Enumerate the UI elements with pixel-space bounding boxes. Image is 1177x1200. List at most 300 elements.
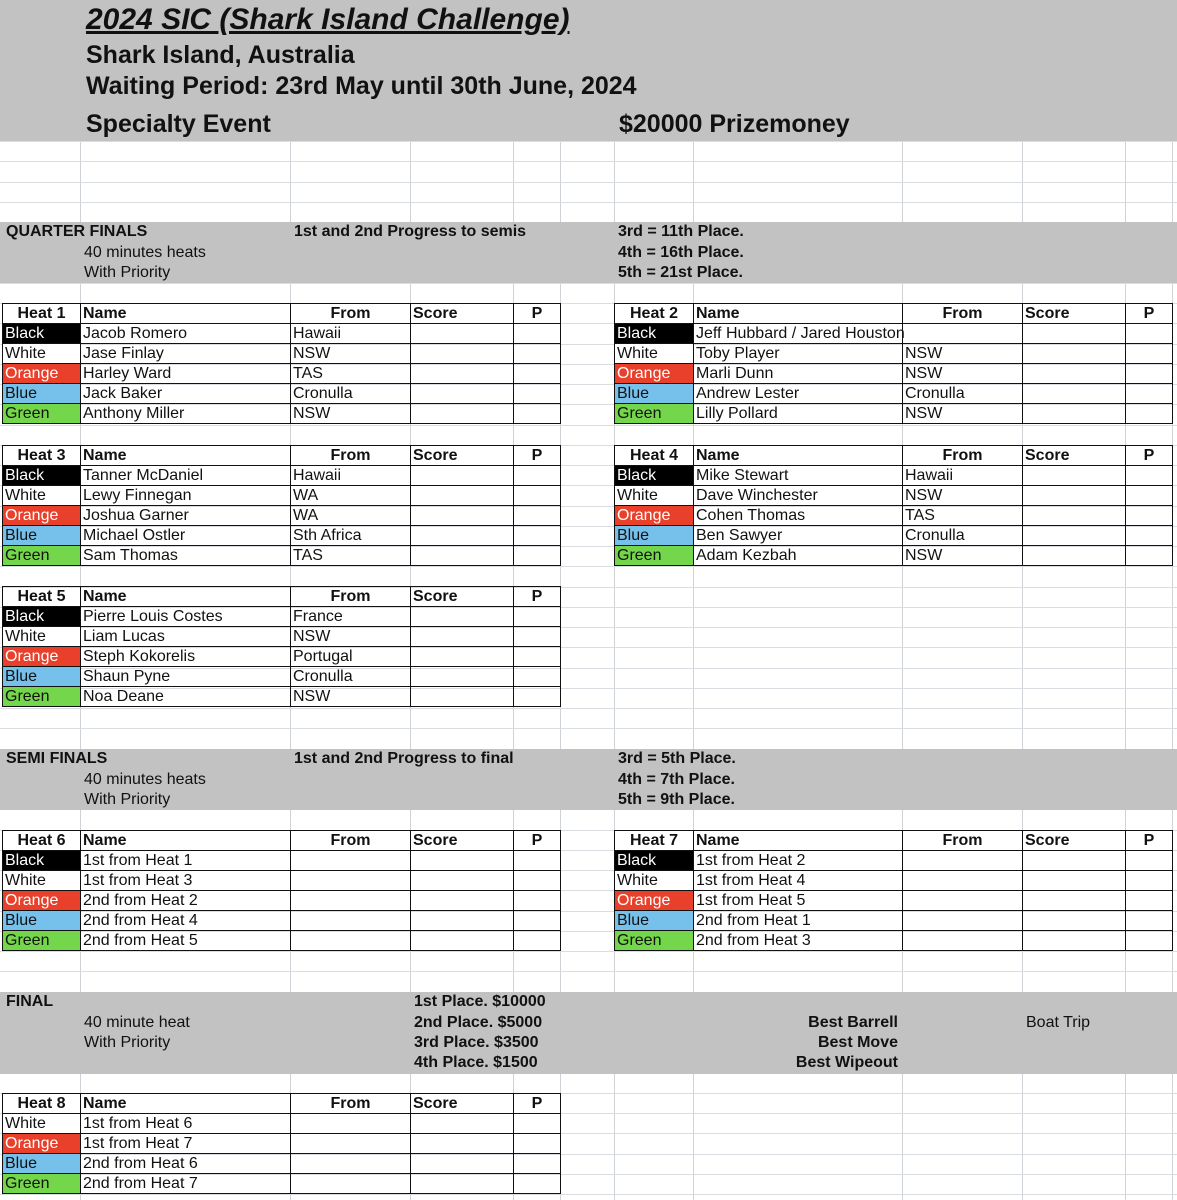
placing-cell[interactable]: [1126, 526, 1173, 546]
surfer-name[interactable]: Lilly Pollard: [694, 404, 903, 424]
table-row: [3, 1134, 561, 1154]
semi-finals-priority: With Priority: [84, 791, 171, 808]
final-prize: 4th Place. $1500: [414, 1054, 538, 1071]
surfer-from[interactable]: [291, 1154, 411, 1174]
score-cell[interactable]: [1023, 344, 1126, 364]
heat-table: [2, 830, 561, 951]
score-cell[interactable]: [1023, 851, 1126, 871]
table-row: [615, 344, 1173, 364]
surfer-name[interactable]: Marli Dunn: [694, 364, 903, 384]
gridline: [0, 182, 1177, 183]
surfer-name[interactable]: Pierre Louis Costes: [81, 607, 291, 627]
surfer-from[interactable]: Cronulla: [291, 384, 411, 404]
placing-cell[interactable]: [514, 344, 561, 364]
jersey-color-blue: Blue: [3, 526, 81, 546]
jersey-color-blue: Blue: [615, 526, 694, 546]
surfer-from[interactable]: TAS: [903, 506, 1023, 526]
placing-cell[interactable]: [514, 1154, 561, 1174]
table-row: [3, 1174, 561, 1194]
surfer-name[interactable]: Joshua Garner: [81, 506, 291, 526]
score-cell[interactable]: [411, 607, 514, 627]
jersey-color-black: Black: [615, 851, 694, 871]
gridline: [0, 708, 1177, 709]
column-header-score: Score: [411, 446, 514, 466]
placing-cell[interactable]: [514, 526, 561, 546]
placing-cell[interactable]: [1126, 466, 1173, 486]
score-cell[interactable]: [411, 1154, 514, 1174]
table-row: [615, 851, 1173, 871]
table-row: [3, 1114, 561, 1134]
column-header-from: From: [291, 446, 411, 466]
final-band: [0, 992, 1177, 1074]
score-cell[interactable]: [411, 687, 514, 707]
surfer-from[interactable]: [291, 871, 411, 891]
column-header-p: P: [1126, 304, 1173, 324]
column-header-name: Name: [81, 304, 291, 324]
surfer-from[interactable]: NSW: [291, 687, 411, 707]
placing-cell[interactable]: [1126, 931, 1173, 951]
placing-cell[interactable]: [1126, 871, 1173, 891]
surfer-name[interactable]: Liam Lucas: [81, 627, 291, 647]
column-header-score: Score: [1023, 446, 1126, 466]
quarter-finals-progress: 1st and 2nd Progress to semis: [294, 223, 527, 240]
column-header-from: From: [291, 831, 411, 851]
surfer-name[interactable]: 2nd from Heat 6: [81, 1154, 291, 1174]
column-header-name: Name: [81, 446, 291, 466]
score-cell[interactable]: [411, 364, 514, 384]
placing-cell[interactable]: [514, 546, 561, 566]
semi-finals-progress: 1st and 2nd Progress to final: [294, 750, 514, 767]
score-cell[interactable]: [1023, 404, 1126, 424]
surfer-from[interactable]: [291, 851, 411, 871]
surfer-from[interactable]: Sth Africa: [291, 526, 411, 546]
heat-label: Heat 3: [3, 446, 81, 466]
table-row: [615, 324, 1173, 344]
surfer-from[interactable]: Cronulla: [903, 526, 1023, 546]
heat-table: [2, 303, 561, 424]
table-row: [3, 404, 561, 424]
final-priority: With Priority: [84, 1034, 171, 1051]
jersey-color-white: White: [615, 344, 694, 364]
placing-cell[interactable]: [514, 687, 561, 707]
jersey-color-green: Green: [615, 546, 694, 566]
waiting-period: Waiting Period: 23rd May until 30th June, 2024: [86, 72, 637, 100]
jersey-color-orange: Orange: [3, 647, 81, 667]
placing-cell[interactable]: [514, 627, 561, 647]
jersey-color-blue: Blue: [3, 1154, 81, 1174]
table-row: [3, 486, 561, 506]
column-header-p: P: [514, 446, 561, 466]
placing-cell[interactable]: [514, 404, 561, 424]
table-row: [3, 344, 561, 364]
score-cell[interactable]: [411, 1114, 514, 1134]
surfer-name[interactable]: 1st from Heat 3: [81, 871, 291, 891]
score-cell[interactable]: [1023, 324, 1126, 344]
semi-finals-place: 4th = 7th Place.: [618, 771, 735, 788]
surfer-name[interactable]: 2nd from Heat 2: [81, 891, 291, 911]
table-row: [3, 627, 561, 647]
score-cell[interactable]: [411, 1174, 514, 1194]
surfer-name[interactable]: Jase Finlay: [81, 344, 291, 364]
score-cell[interactable]: [1023, 486, 1126, 506]
surfer-from[interactable]: [903, 871, 1023, 891]
surfer-from[interactable]: NSW: [291, 404, 411, 424]
column-header-name: Name: [81, 831, 291, 851]
jersey-color-blue: Blue: [3, 667, 81, 687]
heat-table: [2, 1093, 561, 1194]
gridline: [0, 425, 1177, 426]
column-header-name: Name: [81, 587, 291, 607]
placing-cell[interactable]: [514, 1114, 561, 1134]
column-header-p: P: [514, 831, 561, 851]
surfer-name[interactable]: Anthony Miller: [81, 404, 291, 424]
surfer-name[interactable]: 1st from Heat 5: [694, 891, 903, 911]
heat-label: Heat 5: [3, 587, 81, 607]
jersey-color-black: Black: [615, 324, 694, 344]
heat-label: Heat 7: [615, 831, 694, 851]
jersey-color-green: Green: [615, 404, 694, 424]
jersey-color-orange: Orange: [3, 364, 81, 384]
placing-cell[interactable]: [514, 891, 561, 911]
table-row: [3, 324, 561, 344]
jersey-color-white: White: [615, 486, 694, 506]
surfer-from[interactable]: NSW: [903, 344, 1023, 364]
placing-cell[interactable]: [514, 667, 561, 687]
jersey-color-green: Green: [615, 931, 694, 951]
jersey-color-blue: Blue: [3, 384, 81, 404]
semi-finals-title: SEMI FINALS: [6, 750, 108, 767]
table-row: [3, 871, 561, 891]
table-row: [615, 486, 1173, 506]
surfer-from[interactable]: TAS: [291, 546, 411, 566]
surfer-name[interactable]: Jeff Hubbard / Jared Houston: [694, 324, 903, 344]
score-cell[interactable]: [1023, 546, 1126, 566]
placing-cell[interactable]: [1126, 486, 1173, 506]
column-header-score: Score: [411, 304, 514, 324]
gridline: [0, 728, 1177, 729]
table-row: [615, 546, 1173, 566]
surfer-name[interactable]: 2nd from Heat 1: [694, 911, 903, 931]
quarter-finals-place: 3rd = 11th Place.: [618, 223, 744, 240]
column-header-p: P: [514, 587, 561, 607]
column-header-name: Name: [81, 1094, 291, 1114]
award-best-wipeout: Best Wipeout: [795, 1054, 898, 1071]
surfer-from[interactable]: NSW: [291, 627, 411, 647]
surfer-name[interactable]: Lewy Finnegan: [81, 486, 291, 506]
jersey-color-white: White: [3, 1114, 81, 1134]
score-cell[interactable]: [1023, 466, 1126, 486]
table-row: [3, 1154, 561, 1174]
jersey-color-black: Black: [3, 466, 81, 486]
surfer-name[interactable]: Mike Stewart: [694, 466, 903, 486]
heat-table: [614, 303, 1173, 424]
placing-cell[interactable]: [514, 324, 561, 344]
placing-cell[interactable]: [514, 1134, 561, 1154]
score-cell[interactable]: [411, 871, 514, 891]
surfer-from[interactable]: [291, 931, 411, 951]
column-header-score: Score: [411, 831, 514, 851]
jersey-color-orange: Orange: [3, 891, 81, 911]
surfer-name[interactable]: 2nd from Heat 7: [81, 1174, 291, 1194]
surfer-from[interactable]: NSW: [903, 546, 1023, 566]
placing-cell[interactable]: [1126, 506, 1173, 526]
placing-cell[interactable]: [1126, 891, 1173, 911]
surfer-from[interactable]: NSW: [903, 404, 1023, 424]
jersey-color-orange: Orange: [3, 506, 81, 526]
score-cell[interactable]: [411, 384, 514, 404]
jersey-color-blue: Blue: [3, 911, 81, 931]
surfer-from[interactable]: [291, 1174, 411, 1194]
column-header-p: P: [514, 304, 561, 324]
heat-table: [614, 830, 1173, 951]
quarter-finals-title: QUARTER FINALS: [6, 223, 148, 240]
surfer-name[interactable]: Andrew Lester: [694, 384, 903, 404]
surfer-name[interactable]: 2nd from Heat 3: [694, 931, 903, 951]
jersey-color-black: Black: [615, 466, 694, 486]
surfer-from[interactable]: Hawaii: [903, 466, 1023, 486]
table-row: [3, 526, 561, 546]
placing-cell[interactable]: [514, 647, 561, 667]
gridline: [0, 161, 1177, 162]
table-row: [615, 506, 1173, 526]
jersey-color-black: Black: [3, 607, 81, 627]
placing-cell[interactable]: [514, 466, 561, 486]
score-cell[interactable]: [411, 506, 514, 526]
table-row: [3, 546, 561, 566]
table-row: [3, 667, 561, 687]
surfer-name[interactable]: Ben Sawyer: [694, 526, 903, 546]
table-row: [3, 364, 561, 384]
score-cell[interactable]: [411, 911, 514, 931]
placing-cell[interactable]: [514, 1174, 561, 1194]
surfer-from[interactable]: Cronulla: [291, 667, 411, 687]
gridline: [0, 283, 1177, 284]
table-row: [3, 911, 561, 931]
column-header-from: From: [291, 1094, 411, 1114]
placing-cell[interactable]: [1126, 404, 1173, 424]
surfer-name[interactable]: Noa Deane: [81, 687, 291, 707]
jersey-color-orange: Orange: [3, 1134, 81, 1154]
jersey-color-green: Green: [3, 1174, 81, 1194]
placing-cell[interactable]: [514, 931, 561, 951]
final-title: FINAL: [6, 993, 54, 1010]
surfer-from[interactable]: Hawaii: [291, 324, 411, 344]
surfer-name[interactable]: 1st from Heat 6: [81, 1114, 291, 1134]
jersey-color-blue: Blue: [615, 911, 694, 931]
column-header-from: From: [291, 304, 411, 324]
score-cell[interactable]: [411, 931, 514, 951]
score-cell[interactable]: [411, 404, 514, 424]
surfer-from[interactable]: [291, 911, 411, 931]
surfer-from[interactable]: France: [291, 607, 411, 627]
surfer-from[interactable]: Hawaii: [291, 466, 411, 486]
column-header-p: P: [1126, 446, 1173, 466]
placing-cell[interactable]: [1126, 384, 1173, 404]
heat-label: Heat 8: [3, 1094, 81, 1114]
event-type: Specialty Event: [86, 110, 271, 138]
jersey-color-white: White: [3, 344, 81, 364]
column-header-from: From: [291, 587, 411, 607]
table-row: [615, 911, 1173, 931]
quarter-finals-place: 4th = 16th Place.: [618, 244, 744, 261]
score-cell[interactable]: [1023, 911, 1126, 931]
surfer-from[interactable]: NSW: [291, 344, 411, 364]
surfer-name[interactable]: 1st from Heat 7: [81, 1134, 291, 1154]
surfer-name[interactable]: 1st from Heat 1: [81, 851, 291, 871]
placing-cell[interactable]: [1126, 364, 1173, 384]
score-cell[interactable]: [411, 1134, 514, 1154]
surfer-name[interactable]: Michael Ostler: [81, 526, 291, 546]
semi-finals-duration: 40 minutes heats: [84, 771, 206, 788]
surfer-name[interactable]: Jacob Romero: [81, 324, 291, 344]
score-cell[interactable]: [1023, 931, 1126, 951]
placing-cell[interactable]: [1126, 344, 1173, 364]
score-cell[interactable]: [411, 546, 514, 566]
semi-finals-place: 5th = 9th Place.: [618, 791, 735, 808]
score-cell[interactable]: [411, 851, 514, 871]
score-cell[interactable]: [1023, 526, 1126, 546]
placing-cell[interactable]: [1126, 324, 1173, 344]
heat-label: Heat 6: [3, 831, 81, 851]
table-row: [615, 404, 1173, 424]
gridline: [0, 202, 1177, 203]
placing-cell[interactable]: [514, 871, 561, 891]
final-prize: 1st Place. $10000: [414, 993, 546, 1010]
jersey-color-green: Green: [3, 931, 81, 951]
score-cell[interactable]: [411, 466, 514, 486]
score-cell[interactable]: [411, 647, 514, 667]
score-cell[interactable]: [1023, 871, 1126, 891]
placing-cell[interactable]: [514, 384, 561, 404]
surfer-name[interactable]: 1st from Heat 4: [694, 871, 903, 891]
table-row: [615, 931, 1173, 951]
surfer-from[interactable]: [903, 851, 1023, 871]
column-header-from: From: [903, 304, 1023, 324]
surfer-from[interactable]: WA: [291, 486, 411, 506]
table-row: [3, 891, 561, 911]
surfer-from[interactable]: [903, 911, 1023, 931]
gridline: [0, 971, 1177, 972]
column-header-score: Score: [411, 1094, 514, 1114]
score-cell[interactable]: [411, 526, 514, 546]
surfer-name[interactable]: Shaun Pyne: [81, 667, 291, 687]
prizemoney: $20000 Prizemoney: [619, 110, 850, 138]
table-row: [615, 466, 1173, 486]
score-cell[interactable]: [1023, 506, 1126, 526]
surfer-name[interactable]: 2nd from Heat 5: [81, 931, 291, 951]
table-row: [615, 364, 1173, 384]
jersey-color-green: Green: [3, 687, 81, 707]
jersey-color-orange: Orange: [615, 891, 694, 911]
surfer-from[interactable]: TAS: [291, 364, 411, 384]
placing-cell[interactable]: [1126, 851, 1173, 871]
gridline: [0, 566, 1177, 567]
jersey-color-green: Green: [3, 404, 81, 424]
surfer-from[interactable]: [291, 1114, 411, 1134]
score-cell[interactable]: [411, 667, 514, 687]
score-cell[interactable]: [1023, 364, 1126, 384]
jersey-color-orange: Orange: [615, 364, 694, 384]
semi-finals-place: 3rd = 5th Place.: [618, 750, 736, 767]
award-best-move: Best Move: [817, 1034, 898, 1051]
table-row: [615, 871, 1173, 891]
table-row: [3, 647, 561, 667]
surfer-name[interactable]: Sam Thomas: [81, 546, 291, 566]
table-row: [3, 931, 561, 951]
surfer-from[interactable]: [903, 891, 1023, 911]
placing-cell[interactable]: [1126, 546, 1173, 566]
placing-cell[interactable]: [514, 607, 561, 627]
score-cell[interactable]: [411, 486, 514, 506]
score-cell[interactable]: [411, 891, 514, 911]
gridline: [0, 141, 1177, 142]
jersey-color-white: White: [615, 871, 694, 891]
surfer-name[interactable]: Dave Winchester: [694, 486, 903, 506]
surfer-name[interactable]: Steph Kokorelis: [81, 647, 291, 667]
surfer-from[interactable]: NSW: [903, 486, 1023, 506]
jersey-color-black: Black: [3, 324, 81, 344]
table-row: [3, 851, 561, 871]
surfer-from[interactable]: [291, 1134, 411, 1154]
heat-label: Heat 1: [3, 304, 81, 324]
placing-cell[interactable]: [1126, 911, 1173, 931]
score-cell[interactable]: [411, 324, 514, 344]
surfer-from[interactable]: NSW: [903, 364, 1023, 384]
score-cell[interactable]: [411, 627, 514, 647]
surfer-from[interactable]: WA: [291, 506, 411, 526]
placing-cell[interactable]: [514, 851, 561, 871]
placing-cell[interactable]: [514, 911, 561, 931]
column-header-score: Score: [1023, 304, 1126, 324]
placing-cell[interactable]: [514, 364, 561, 384]
jersey-color-white: White: [3, 627, 81, 647]
surfer-name[interactable]: Jack Baker: [81, 384, 291, 404]
quarter-finals-duration: 40 minutes heats: [84, 244, 206, 261]
heat-label: Heat 2: [615, 304, 694, 324]
surfer-name[interactable]: 2nd from Heat 4: [81, 911, 291, 931]
final-duration: 40 minute heat: [84, 1014, 190, 1031]
surfer-name[interactable]: Adam Kezbah: [694, 546, 903, 566]
surfer-from[interactable]: Cronulla: [903, 384, 1023, 404]
surfer-from[interactable]: [291, 891, 411, 911]
placing-cell[interactable]: [514, 506, 561, 526]
table-row: [3, 607, 561, 627]
quarter-finals-place: 5th = 21st Place.: [618, 264, 743, 281]
score-cell[interactable]: [411, 344, 514, 364]
column-header-score: Score: [1023, 831, 1126, 851]
table-row: [615, 384, 1173, 404]
surfer-name[interactable]: Cohen Thomas: [694, 506, 903, 526]
column-header-from: From: [903, 446, 1023, 466]
surfer-from[interactable]: [903, 931, 1023, 951]
jersey-color-white: White: [3, 871, 81, 891]
surfer-name[interactable]: 1st from Heat 2: [694, 851, 903, 871]
surfer-name[interactable]: Harley Ward: [81, 364, 291, 384]
placing-cell[interactable]: [514, 486, 561, 506]
event-location: Shark Island, Australia: [86, 41, 355, 69]
heat-table: [2, 445, 561, 566]
award-boat-trip: Boat Trip: [1026, 1014, 1091, 1031]
award-best-barrell: Best Barrell: [808, 1014, 898, 1031]
jersey-color-green: Green: [3, 546, 81, 566]
heat-label: Heat 4: [615, 446, 694, 466]
score-cell[interactable]: [1023, 891, 1126, 911]
score-cell[interactable]: [1023, 384, 1126, 404]
surfer-from[interactable]: Portugal: [291, 647, 411, 667]
surfer-name[interactable]: Tanner McDaniel: [81, 466, 291, 486]
surfer-from[interactable]: [903, 324, 1023, 344]
surfer-name[interactable]: Toby Player: [694, 344, 903, 364]
